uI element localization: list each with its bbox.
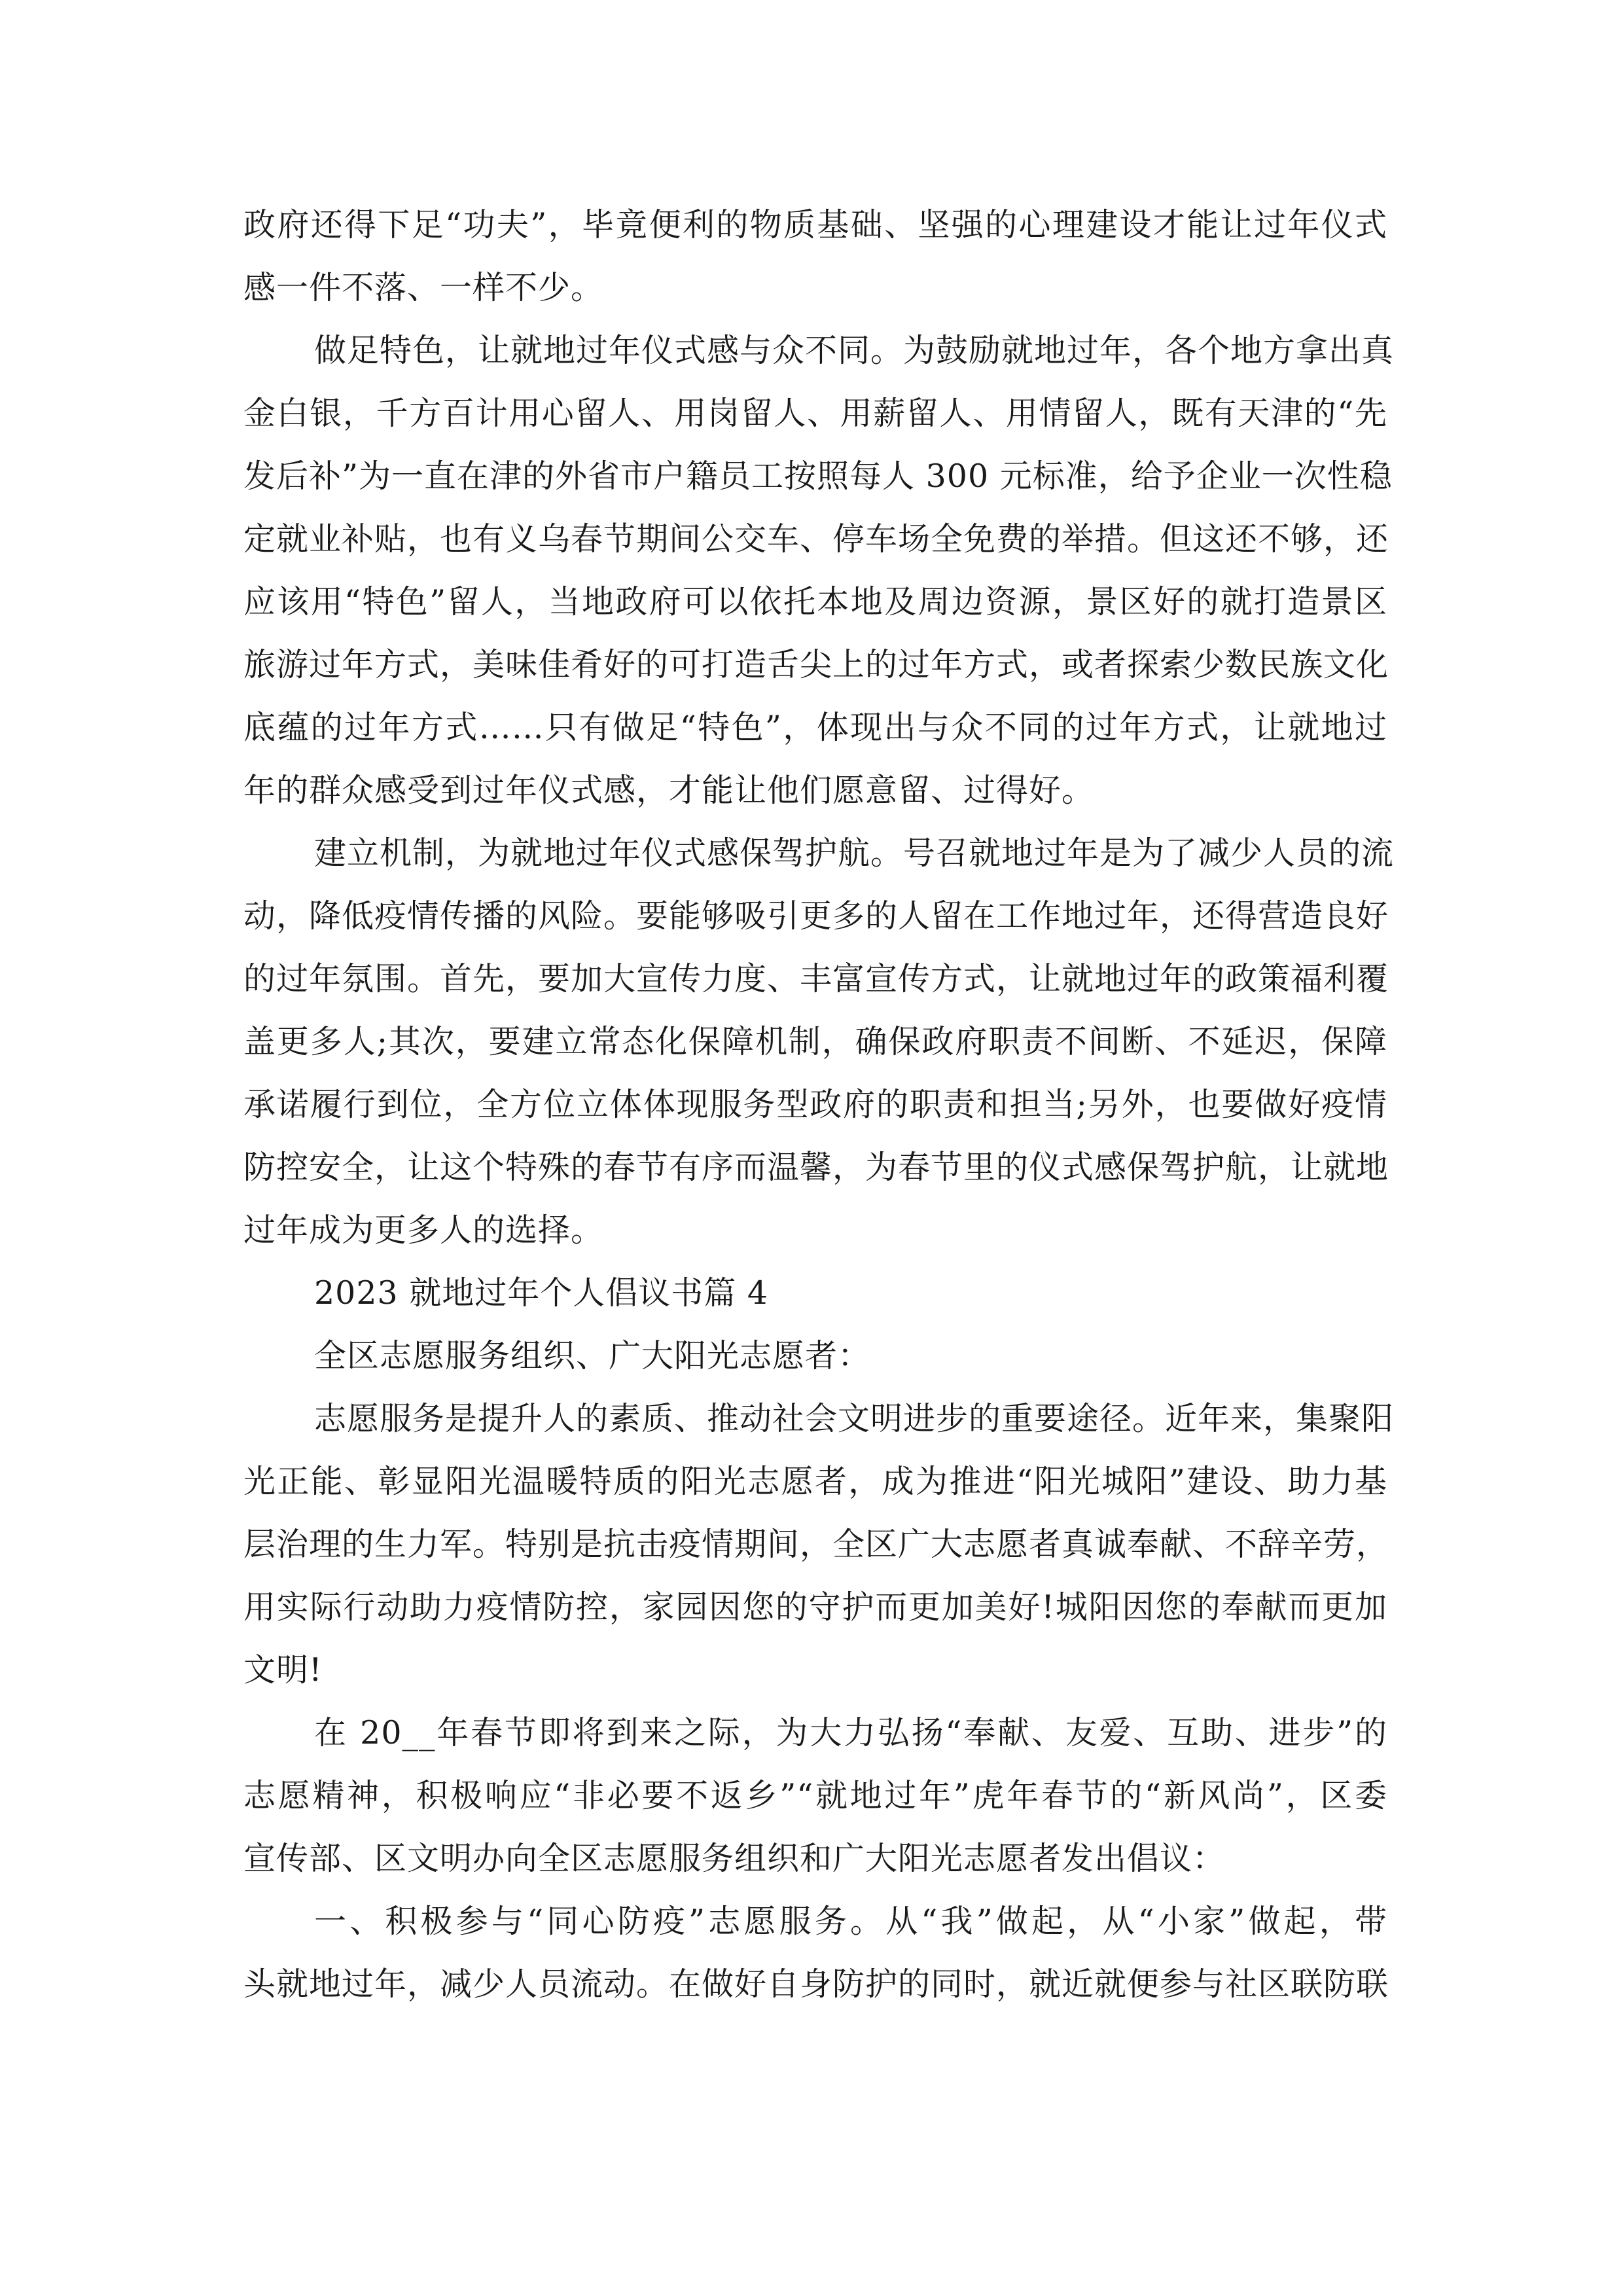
text-line: 动，降低疫情传播的风险。要能够吸引更多的人留在工作地过年，还得营造良好	[243, 897, 1389, 935]
text-line: 过年成为更多人的选择。	[243, 1211, 604, 1249]
text-line: 盖更多人;其次，要建立常态化保障机制，确保政府职责不间断、不延迟，保障	[243, 1023, 1387, 1060]
text-line: 感一件不落、一样不少。	[243, 269, 604, 306]
text-line: 底蕴的过年方式……只有做足“特色”，体现出与众不同的过年方式，让就地过	[243, 709, 1387, 746]
section-heading: 2023 就地过年个人倡议书篇 4	[314, 1274, 769, 1312]
text-line: 金白银，千方百计用心留人、用岗留人、用薪留人、用情留人，既有天津的“先	[243, 395, 1387, 432]
paragraph-first-line: 志愿服务是提升人的素质、推动社会文明进步的重要途径。近年来，集聚阳	[314, 1400, 1395, 1437]
text-line: 定就业补贴，也有义乌春节期间公交车、停车场全免费的举措。但这还不够，还	[243, 520, 1389, 558]
text-line: 宣传部、区文明办向全区志愿服务组织和广大阳光志愿者发出倡议：	[243, 1840, 1226, 1877]
text-line: 发后补”为一直在津的外省市户籍员工按照每人 300 元标准，给予企业一次性稳	[243, 457, 1393, 495]
text-line: 承诺履行到位，全方位立体体现服务型政府的职责和担当;另外，也要做好疫情	[243, 1086, 1387, 1123]
text-line: 用实际行动助力疫情防控，家园因您的守护而更加美好!城阳因您的奉献而更加	[243, 1588, 1387, 1626]
text-line: 志愿精神，积极响应“非必要不返乡”“就地过年”虎年春节的“新风尚”，区委	[243, 1777, 1387, 1814]
text-line: 的过年氛围。首先，要加大宣传力度、丰富宣传方式，让就地过年的政策福利覆	[243, 960, 1389, 997]
text-line: 文明!	[243, 1651, 323, 1689]
text-line: 政府还得下足“功夫”，毕竟便利的物质基础、坚强的心理建设才能让过年仪式	[243, 206, 1387, 243]
text-line: 年的群众感受到过年仪式感，才能让他们愿意留、过得好。	[243, 772, 1095, 809]
paragraph-first-line: 建立机制，为就地过年仪式感保驾护航。号召就地过年是为了减少人员的流	[314, 834, 1395, 872]
text-line: 旅游过年方式，美味佳肴好的可打造舌尖上的过年方式，或者探索少数民族文化	[243, 646, 1389, 683]
text-line: 层治理的生力军。特别是抗击疫情期间，全区广大志愿者真诚奉献、不辞辛劳，	[243, 1526, 1389, 1563]
salutation: 全区志愿服务组织、广大阳光志愿者：	[314, 1337, 871, 1374]
text-line: 防控安全，让这个特殊的春节有序而温馨，为春节里的仪式感保驾护航，让就地	[243, 1149, 1389, 1186]
paragraph-first-line: 在 20__年春节即将到来之际，为大力弘扬“奉献、友爱、互助、进步”的	[314, 1714, 1387, 1751]
text-line: 头就地过年，减少人员流动。在做好自身防护的同时，就近就便参与社区联防联	[243, 1965, 1389, 2003]
paragraph-first-line: 做足特色，让就地过年仪式感与众不同。为鼓励就地过年，各个地方拿出真	[314, 332, 1395, 369]
text-line: 应该用“特色”留人，当地政府可以依托本地及周边资源，景区好的就打造景区	[243, 583, 1387, 620]
text-line: 光正能、彰显阳光温暖特质的阳光志愿者，成为推进“阳光城阳”建设、助力基	[243, 1463, 1387, 1500]
paragraph-first-line: 一、积极参与“同心防疫”志愿服务。从“我”做起，从“小家”做起，带	[314, 1903, 1387, 1940]
